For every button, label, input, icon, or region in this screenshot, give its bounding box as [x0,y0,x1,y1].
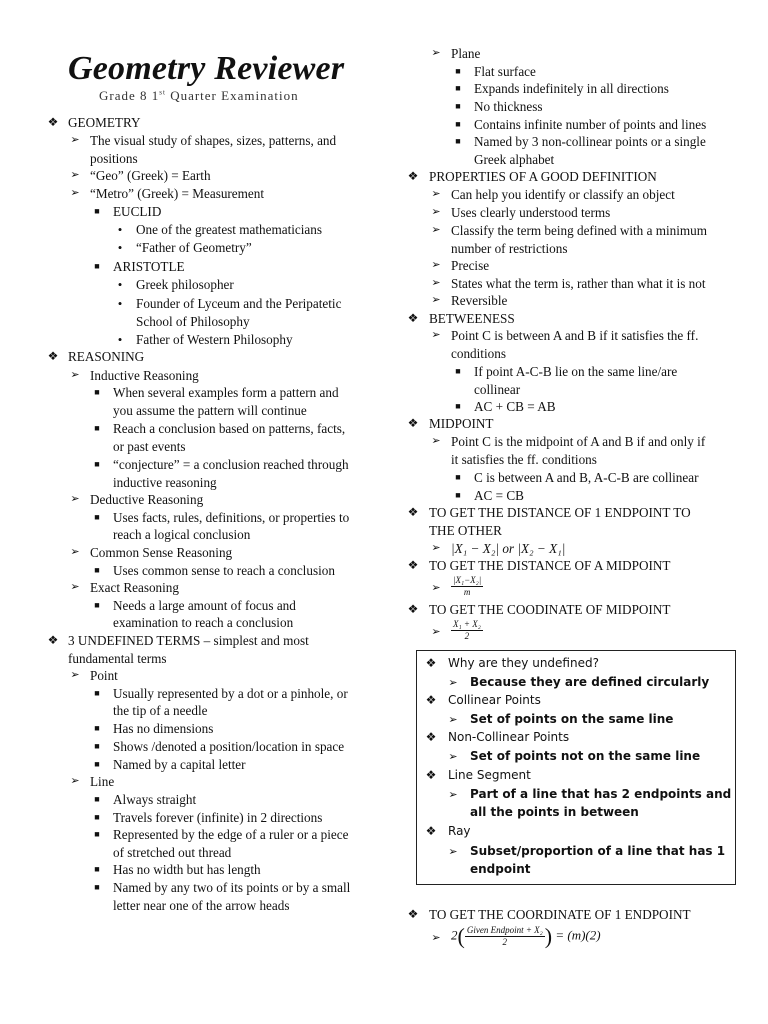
list-item: Has no width but has length [113,862,261,877]
arrow-bullet-icon: ➢ [70,669,80,681]
diamond-bullet-icon: ❖ [407,416,419,430]
square-bullet-icon: ■ [455,136,461,146]
diamond-bullet-icon: ❖ [47,633,59,647]
diamond-bullet-icon: ❖ [425,693,437,707]
arrow-bullet-icon: ➢ [448,788,458,801]
arrow-bullet-icon: ➢ [431,626,441,638]
list-item: Point C is between A and B if it satisfies the ff. [451,328,699,343]
list-item: Needs a large amount of focus and [113,598,296,613]
arrow-bullet-icon: ➢ [70,493,80,505]
list-item: One of the greatest mathematicians [136,222,323,237]
arrow-bullet-icon: ➢ [448,676,458,689]
list-item: AC + CB = AB [474,399,556,414]
arrow-bullet-icon: ➢ [431,294,441,306]
box-answer: Set of points not on the same line [470,749,701,763]
arrow-bullet-icon: ➢ [431,582,441,594]
list-item: Father of Western Philosophy [136,332,293,347]
arrow-bullet-icon: ➢ [431,435,441,447]
arrow-bullet-icon: ➢ [431,206,441,218]
list-item: C is between A and B, A-C-B are collinear [474,470,699,485]
square-bullet-icon: ■ [455,366,461,376]
square-bullet-icon: ■ [94,565,100,575]
section-coordinate-midpoint: TO GET THE COODINATE OF MIDPOINT [429,602,671,617]
list-item: Plane [451,46,481,61]
list-item: Founder of Lyceum and the Peripatetic [136,296,342,311]
section-distance-midpoint: TO GET THE DISTANCE OF A MIDPOINT [429,558,671,573]
square-bullet-icon: ■ [94,882,100,892]
list-item: or past events [113,439,186,454]
list-item: The visual study of shapes, sizes, patterns, and [90,133,337,148]
list-item: If point A-C-B lie on the same line/are [474,364,678,379]
arrow-bullet-icon: ➢ [70,187,80,199]
formula-coordinate-midpoint: $\frac{\text{X₁ + X₂}}{2}$ [453,619,481,641]
list-item: it satisfies the ff. conditions [451,452,597,467]
list-item: Exact Reasoning [90,580,179,595]
arrow-bullet-icon: ➢ [70,369,80,381]
box-answer: Part of a line that has 2 endpoints and [470,787,732,801]
square-bullet-icon: ■ [94,829,100,839]
diamond-bullet-icon: ❖ [407,311,419,325]
list-item: States what the term is, rather than what it is not [451,276,706,291]
diamond-bullet-icon: ❖ [407,602,419,616]
diamond-bullet-icon: ❖ [425,824,437,838]
formula-coordinate-endpoint: 2( $\frac{\text{Given Endpoint + X₂}}{2}$ ) = (m)(2) [451,923,601,949]
dot-bullet-icon: • [117,332,123,347]
square-bullet-icon: ■ [455,472,461,482]
list-item: Precise [451,258,490,273]
list-item: Represented by the edge of a ruler or a piece [113,827,349,842]
square-bullet-icon: ■ [94,688,100,698]
list-item: Named by a capital letter [113,757,246,772]
list-item: Flat surface [474,64,536,79]
square-bullet-icon: ■ [94,864,100,874]
square-bullet-icon: ■ [94,387,100,397]
diamond-bullet-icon: ❖ [425,730,437,744]
list-item: Reversible [451,293,508,308]
list-item: Always straight [113,792,197,807]
list-item: Line [90,774,115,789]
box-question: Line Segment [448,768,531,782]
list-item: Classify the term being defined with a minimum [451,223,708,238]
square-bullet-icon: ■ [94,423,100,433]
box-answer: all the points in between [470,805,639,819]
list-item: inductive reasoning [113,475,217,490]
arrow-bullet-icon: ➢ [448,750,458,763]
box-question: Why are they undefined? [448,656,599,670]
arrow-bullet-icon: ➢ [448,845,458,858]
list-item: Uses common sense to reach a conclusion [113,563,335,578]
section-properties: PROPERTIES OF A GOOD DEFINITION [429,169,657,184]
arrow-bullet-icon: ➢ [70,134,80,146]
list-item: “Metro” (Greek) = Measurement [90,186,265,201]
list-item: Expands indefinitely in all directions [474,81,669,96]
square-bullet-icon: ■ [455,119,461,129]
list-item: Common Sense Reasoning [90,545,233,560]
box-answer: endpoint [470,862,531,876]
list-item: Greek philosopher [136,277,234,292]
arrow-bullet-icon: ➢ [70,581,80,593]
diamond-bullet-icon: ❖ [407,558,419,572]
list-item: “Geo” (Greek) = Earth [90,168,211,183]
box-answer: Because they are defined circularly [470,675,710,689]
list-item: “Father of Geometry” [136,240,252,255]
square-bullet-icon: ■ [94,261,100,271]
list-item: Shows /denoted a position/location in space [113,739,345,754]
list-item: Has no dimensions [113,721,214,736]
list-item: When several examples form a pattern and [113,385,339,400]
square-bullet-icon: ■ [94,741,100,751]
list-item: School of Philosophy [136,314,250,329]
section-coordinate-endpoint: TO GET THE COORDINATE OF 1 ENDPOINT [429,907,691,922]
list-item: collinear [474,382,521,397]
formula-distance-endpoint: |X₁ − X₂| or |X₂ − X₁| [451,541,566,556]
square-bullet-icon: ■ [455,101,461,111]
list-item: you assume the pattern will continue [113,403,307,418]
arrow-bullet-icon: ➢ [431,277,441,289]
list-item: conditions [451,346,506,361]
diamond-bullet-icon: ❖ [407,169,419,183]
section-reasoning: REASONING [68,349,145,364]
list-item: No thickness [474,99,543,114]
box-answer: Set of points on the same line [470,712,674,726]
square-bullet-icon: ■ [94,794,100,804]
section-betweeness: BETWEENESS [429,311,515,326]
square-bullet-icon: ■ [455,401,461,411]
arrow-bullet-icon: ➢ [431,259,441,271]
diamond-bullet-icon: ❖ [425,768,437,782]
square-bullet-icon: ■ [455,66,461,76]
list-item: AC = CB [474,488,524,503]
list-item: EUCLID [113,204,162,219]
list-item: ARISTOTLE [113,259,185,274]
list-item: Reach a conclusion based on patterns, facts, [113,421,346,436]
list-item: Uses clearly understood terms [451,205,611,220]
arrow-bullet-icon: ➢ [431,932,441,944]
diamond-bullet-icon: ❖ [407,505,419,519]
list-item: Travels forever (infinite) in 2 directions [113,810,323,825]
list-item: Contains infinite number of points and lines [474,117,707,132]
arrow-bullet-icon: ➢ [70,546,80,558]
square-bullet-icon: ■ [94,459,100,469]
section-undefined-terms: fundamental terms [68,651,167,666]
section-undefined-terms: 3 UNDEFINED TERMS – simplest and most [68,633,309,648]
arrow-bullet-icon: ➢ [448,713,458,726]
section-geometry: GEOMETRY [68,115,141,130]
list-item: positions [90,151,138,166]
list-item: the tip of a needle [113,703,208,718]
section-distance-endpoint: THE OTHER [429,523,502,538]
formula-distance-midpoint: $\frac{\text{|X₁−X₂|}}{m}$ [453,575,482,597]
list-item: “conjecture” = a conclusion reached through [113,457,349,472]
list-item: reach a logical conclusion [113,527,251,542]
square-bullet-icon: ■ [94,812,100,822]
list-item: Point C is the midpoint of A and B if and only if [451,434,706,449]
arrow-bullet-icon: ➢ [431,47,441,59]
list-item: Deductive Reasoning [90,492,204,507]
dot-bullet-icon: • [117,222,123,237]
list-item: Inductive Reasoning [90,368,199,383]
section-midpoint: MIDPOINT [429,416,494,431]
square-bullet-icon: ■ [94,723,100,733]
diamond-bullet-icon: ❖ [407,907,419,921]
box-question: Ray [448,824,471,838]
square-bullet-icon: ■ [94,206,100,216]
dot-bullet-icon: • [117,277,123,292]
list-item: number of restrictions [451,241,568,256]
page-title: Geometry Reviewer [68,50,345,87]
arrow-bullet-icon: ➢ [70,169,80,181]
dot-bullet-icon: • [117,240,123,255]
square-bullet-icon: ■ [94,600,100,610]
square-bullet-icon: ■ [455,83,461,93]
list-item: of stretched out thread [113,845,232,860]
section-distance-endpoint: TO GET THE DISTANCE OF 1 ENDPOINT TO [429,505,691,520]
diamond-bullet-icon: ❖ [47,349,59,363]
list-item: Named by any two of its points or by a small [113,880,351,895]
list-item: Uses facts, rules, definitions, or properties to [113,510,350,525]
list-item: Point [90,668,118,683]
dot-bullet-icon: • [117,296,123,311]
list-item: Named by 3 non-collinear points or a single [474,134,706,149]
diamond-bullet-icon: ❖ [425,656,437,670]
page-subtitle: Grade 8 1st Quarter Examination [99,88,299,103]
list-item: Greek alphabet [474,152,555,167]
square-bullet-icon: ■ [94,512,100,522]
diamond-bullet-icon: ❖ [47,115,59,129]
list-item: Can help you identify or classify an object [451,187,675,202]
box-question: Collinear Points [448,693,541,707]
list-item: Usually represented by a dot or a pinhole, or [113,686,348,701]
arrow-bullet-icon: ➢ [431,224,441,236]
square-bullet-icon: ■ [455,490,461,500]
arrow-bullet-icon: ➢ [431,329,441,341]
arrow-bullet-icon: ➢ [70,775,80,787]
square-bullet-icon: ■ [94,759,100,769]
list-item: examination to reach a conclusion [113,615,294,630]
box-answer: Subset/proportion of a line that has 1 [470,844,726,858]
box-question: Non-Collinear Points [448,730,570,744]
arrow-bullet-icon: ➢ [431,542,441,554]
arrow-bullet-icon: ➢ [431,188,441,200]
list-item: letter near one of the arrow heads [113,898,290,913]
